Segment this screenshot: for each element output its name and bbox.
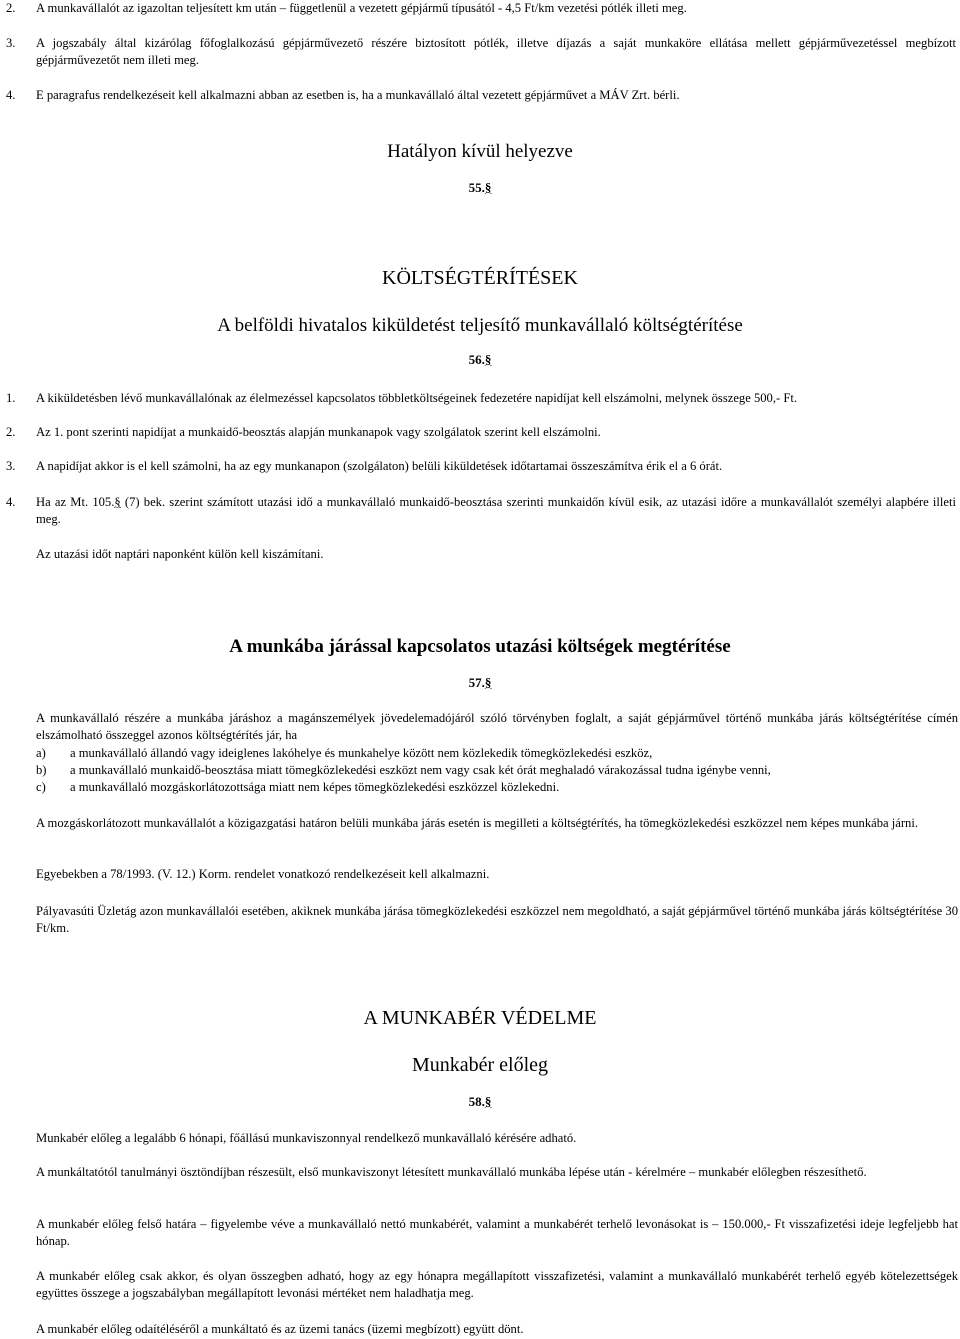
section-number-57 [0, 675, 960, 692]
wage-protection-heading: A MUNKABÉR VÉDELME [363, 1007, 597, 1029]
item-text: A napidíjat akkor is el kell számolni, ha az egy munkanapon (szolgálaton) belüli kiküldetések időtartamai összeszámítva érik el a 6 órát. [36, 459, 723, 473]
section-symbol: § [484, 1094, 492, 1109]
section-symbol: § [114, 495, 121, 509]
section-number: 58. [468, 1094, 485, 1109]
item-letter: a) [36, 746, 46, 760]
list-item [6, 35, 956, 68]
section-number-55 [0, 180, 960, 197]
item-text: A munkavállalót az igazoltan teljesített km után – függetlenül a vezetett gépjármű típusától - 4,5 Ft/km vezetési pótlék illeti meg. [36, 1, 687, 15]
list-item [36, 779, 958, 796]
item-text: A jogszabály által kizárólag főfoglalkozású gépjárművezető részére biztosított pótlék, illetve díjazás a saját munkaköre ellátása mellett gépjárművezetéssel megbízott gépjárművezetőt nem illeti meg. [36, 36, 956, 67]
section-number-56 [0, 352, 960, 369]
item-text: a munkavállaló mozgáskorlátozottsága miatt nem képes tömegközlekedési eszközzel közlekedni. [70, 780, 560, 794]
wage-advance-heading: Munkabér előleg [411, 1054, 549, 1076]
item-number: 2. [6, 425, 16, 439]
paragraph: A munkabér előleg felső határa – figyelembe véve a munkavállaló nettó munkabérét, valamint a munkabérét terhelő levonásokat is – 150.000,- Ft visszafizetési ideje legfeljebb hat hónap. [36, 1217, 958, 1248]
list-item [36, 745, 958, 762]
list-item [6, 87, 956, 104]
list-item [6, 424, 956, 441]
item-number: 2. [6, 1, 16, 15]
paragraph: A munkáltatótól tanulmányi ösztöndíjban részesült, első munkaviszonyt létesített munkavállaló munkába lépése után - kérelmére – munkabér előlegben részesíthető. [36, 1165, 867, 1179]
costs-heading: KÖLTSÉGTÉRÍTÉSEK [382, 267, 578, 289]
commute-intro: A munkavállaló részére a munkába járáshoz a magánszemélyek jövedelemadójáról szóló törvényben foglalt, a saját gépjárművel történő munkába járás költségtérítése címén elszámolható összeggel azonos költségtérítés jár, ha [36, 711, 958, 742]
section-number: 57. [468, 675, 485, 690]
repealed-heading: Hatályon kívül helyezve [387, 141, 573, 162]
section-symbol: § [484, 352, 492, 367]
item-text-after: (7) bek. szerint számított utazási idő a munkavállaló munkaidő-beosztása szerinti munkaidőn kívül esik, az utazási időre a munkavállalót személyi alapbére illeti meg. [36, 495, 956, 526]
list-item [6, 458, 956, 475]
paragraph: Egyebekben a 78/1993. (V. 12.) Korm. rendelet vonatkozó rendelkezéseit kell alkalmazni. [36, 867, 490, 881]
section-number-58 [0, 1094, 960, 1111]
paragraph: A munkabér előleg csak akkor, és olyan összegben adható, hogy az egy hónapra megállapított visszafizetési, valamint a munkavállaló munkabérét terhelő egyéb kötelezettségek együttes összege a jogszabályban megállapított levonási mértéket nem haladhatja meg. [36, 1269, 958, 1300]
paragraph: Munkabér előleg a legalább 6 hónapi, főállású munkaviszonnyal rendelkező munkavállaló kérésére adható. [36, 1131, 577, 1145]
list-item [6, 494, 956, 527]
paragraph: A mozgáskorlátozott munkavállalót a közigazgatási határon belüli munkába járás esetén is megilleti a költségtérítés, ha tömegközlekedési eszközzel nem képes munkába járni. [36, 816, 918, 830]
section-number: 55. [468, 180, 485, 195]
item-text: A kiküldetésben lévő munkavállalónak az élelmezéssel kapcsolatos többletköltségeinek fedezetére napidíjat kell elszámolni, melynek összege 500,- Ft. [36, 391, 797, 405]
item-text: a munkavállaló állandó vagy ideiglenes lakóhelye és munkahelye között nem közlekedik tömegközlekedési eszköz, [70, 746, 653, 760]
item-number: 3. [6, 36, 16, 50]
item-letter: c) [36, 780, 46, 794]
section-symbol: § [484, 180, 492, 195]
item-number: 1. [6, 391, 16, 405]
travel-time-note: Az utazási időt naptári naponként külön kell kiszámítani. [36, 547, 324, 561]
section-number: 56. [468, 352, 485, 367]
paragraph: A munkabér előleg odaítéléséről a munkáltató és az üzemi tanács (üzemi megbízott) együtt dönt. [36, 1322, 524, 1336]
item-number: 3. [6, 459, 16, 473]
commute-heading: A munkába járással kapcsolatos utazási költségek megtérítése [229, 636, 731, 657]
list-item [6, 390, 956, 407]
list-item [6, 0, 956, 17]
section-symbol: § [484, 675, 492, 690]
item-text-before: Ha az Mt. 105. [36, 495, 115, 509]
domestic-mission-heading: A belföldi hivatalos kiküldetést teljesítő munkavállaló költségtérítése [217, 315, 743, 336]
item-number: 4. [6, 88, 16, 102]
list-item [36, 762, 958, 779]
item-letter: b) [36, 763, 47, 777]
item-number: 4. [6, 495, 16, 509]
item-text: a munkavállaló munkaidő-beosztása miatt tömegközlekedési eszközt nem vagy csak két órát meghaladó várakozással tudna igénybe venni, [70, 763, 771, 777]
paragraph: Pályavasúti Üzletág azon munkavállalói esetében, akiknek munkába járása tömegközlekedési eszközzel nem megoldható, a saját gépjárművel történő munkába járás költségtérítése 30 Ft/km. [36, 904, 958, 935]
item-text [36, 494, 956, 527]
item-text: Az 1. pont szerinti napidíjat a munkaidő-beosztás alapján munkanapok vagy szolgálatok szerint kell elszámolni. [36, 425, 601, 439]
item-text: E paragrafus rendelkezéseit kell alkalmazni abban az esetben is, ha a munkavállaló által vezetett gépjárművet a MÁV Zrt. bérli. [36, 88, 680, 102]
